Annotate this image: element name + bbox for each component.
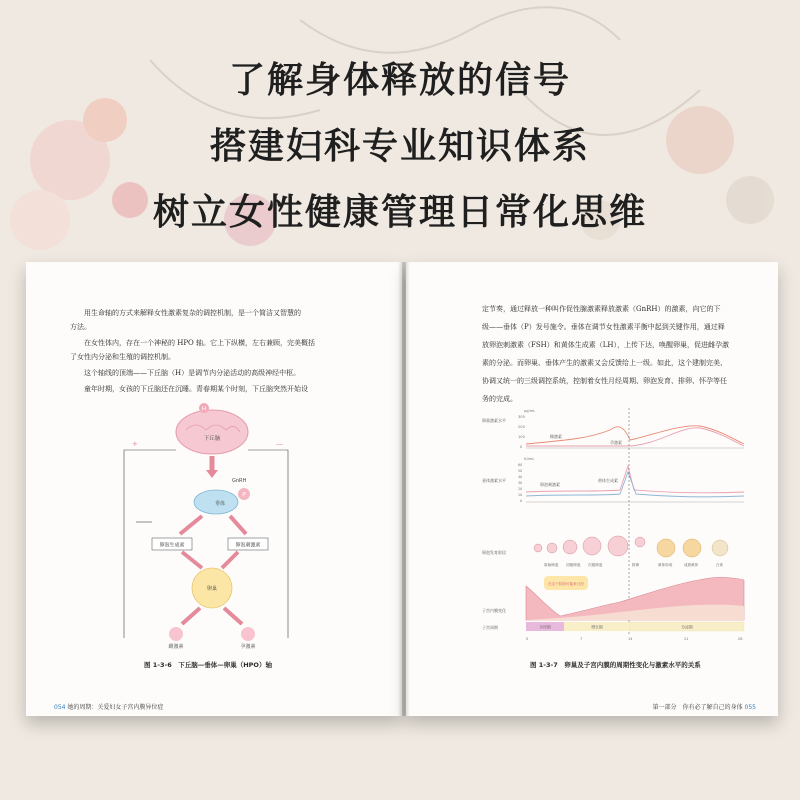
row5-label: 子宫周期 — [482, 625, 498, 630]
corpus-icon — [657, 539, 675, 557]
footer-book-title: 她的周期：关爱妇女子宫内膜异位症 — [67, 704, 164, 711]
svg-text:300: 300 — [518, 415, 525, 419]
svg-text:0: 0 — [526, 637, 529, 641]
page-footer — [54, 702, 163, 711]
svg-text:黄体形成: 黄体形成 — [658, 563, 673, 567]
paragraph-line: 了女性内分泌和生殖的调控机制。 — [70, 353, 175, 361]
ovary-label: 卵巢 — [206, 586, 218, 592]
progesterone-label: 孕激素 — [240, 644, 256, 650]
cycle-figure — [480, 406, 750, 656]
paragraph-line: 务的完成。 — [482, 395, 517, 403]
page-number: 055 — [744, 704, 756, 711]
footer-part-title: 第一部分 你有必了解自己的身体 — [652, 704, 743, 711]
svg-text:排卵: 排卵 — [632, 563, 640, 567]
fsh-label: 卵泡生成素 — [159, 542, 185, 549]
svg-text:原始卵泡: 原始卵泡 — [544, 563, 559, 567]
row4-label: 子宫内膜变化 — [482, 608, 506, 613]
legend-lh: 黄体生成素 — [598, 478, 618, 483]
svg-text:增生期: 增生期 — [591, 624, 603, 630]
svg-text:0: 0 — [520, 499, 523, 503]
hpo-axis-diagram — [116, 402, 296, 652]
paragraph-line: 素的分泌。而卵巢、垂体产生的激素又会反馈给上一级。如此，这个建制完美、 — [482, 359, 727, 367]
svg-text:20: 20 — [518, 487, 523, 491]
svg-text:白体: 白体 — [716, 563, 724, 567]
row3-label: 卵泡发育阶段 — [482, 550, 506, 555]
corpus-icon — [683, 539, 701, 557]
follicle-icon — [583, 537, 601, 555]
row1-label: 卵巢激素水平 — [482, 418, 506, 423]
paragraph-line: 这个轴线的顶端——下丘脑（H）是调节内分泌活动的高级神经中枢。 — [84, 369, 301, 377]
row1-unit: pg/mL — [524, 409, 536, 413]
legend-estrogen: 雌激素 — [550, 434, 562, 439]
svg-text:21: 21 — [684, 637, 689, 641]
paragraph-line: 定节奏，通过释放一种叫作促性腺激素释放激素（GnRH）的激素，向它的下 — [482, 305, 721, 313]
svg-text:40: 40 — [518, 475, 523, 479]
svg-text:10: 10 — [518, 493, 523, 497]
svg-text:100: 100 — [518, 435, 525, 439]
headline-2: 搭建妇科专业知识体系 — [209, 126, 590, 167]
paragraph-line: 用生命轴的方式来解释女性激素复杂的调控机制，是一个简洁又智慧的 — [84, 309, 301, 317]
figure-caption: 图 1-3-6 下丘脑—垂体—卵巢（HPO）轴 — [144, 661, 272, 669]
headline-1: 了解身体释放的信号 — [228, 60, 571, 101]
row2-unit: IU/mL — [524, 457, 535, 461]
paragraph-line: 童年时期，女孩的下丘脑还在沉睡。青春期某个时刻，下丘脑突然开始设 — [84, 385, 308, 393]
follicle-icon — [563, 540, 577, 554]
svg-text:28: 28 — [738, 637, 743, 641]
right-page — [406, 262, 778, 716]
page-footer — [653, 702, 756, 711]
svg-text:7: 7 — [580, 637, 583, 641]
corpus-albicans-icon — [712, 540, 728, 556]
svg-text:成熟黄体: 成熟黄体 — [684, 563, 699, 567]
svg-text:0: 0 — [520, 445, 523, 449]
svg-text:在这个阶段可能来月经: 在这个阶段可能来月经 — [548, 582, 584, 586]
row2-label: 垂体激素水平 — [482, 478, 506, 483]
estrogen-icon — [169, 627, 183, 641]
svg-text:50: 50 — [518, 469, 523, 473]
follicle-icon — [608, 536, 628, 556]
svg-text:P: P — [242, 491, 246, 499]
ovulation-icon — [635, 537, 645, 547]
paragraph-line: 级——垂体（P）发号施令。垂体在调节女性激素平衡中起到关键作用，通过释 — [482, 323, 725, 331]
hypothalamus-icon — [176, 410, 248, 454]
gnrh-label: GnRH — [232, 478, 247, 484]
svg-text:14: 14 — [628, 637, 633, 641]
pituitary-label: 垂体 — [214, 501, 226, 507]
svg-text:200: 200 — [518, 425, 525, 429]
svg-text:60: 60 — [518, 463, 523, 467]
svg-text:月经期: 月经期 — [539, 624, 551, 630]
estrogen-label: 雌激素 — [168, 644, 184, 650]
follicle-icon — [547, 543, 557, 553]
positive-feedback-sign: + — [132, 440, 138, 448]
svg-text:分泌期: 分泌期 — [681, 624, 693, 630]
paragraph-line: 方法。 — [70, 323, 91, 331]
book-gutter — [398, 262, 410, 716]
lh-label: 卵泡刺激素 — [235, 542, 261, 549]
fsh-line — [526, 466, 744, 493]
legend-fsh: 卵泡刺激素 — [540, 482, 560, 487]
svg-text:H: H — [201, 405, 207, 413]
hypothalamus-label: 下丘脑 — [203, 436, 221, 442]
progesterone-icon — [241, 627, 255, 641]
paragraph-line: 协调又统一的三级调控系统，控制着女性月经周期、卵泡发育、排卵、怀孕等任 — [482, 377, 727, 385]
svg-text:初级卵泡: 初级卵泡 — [566, 563, 581, 567]
svg-text:次级卵泡: 次级卵泡 — [588, 563, 603, 567]
negative-feedback-sign: — — [276, 440, 283, 448]
follicle-icon — [534, 544, 542, 552]
svg-text:30: 30 — [518, 481, 523, 485]
page-number: 054 — [54, 704, 66, 711]
legend-progesterone: 孕激素 — [610, 440, 622, 445]
headline-3: 树立女性健康管理日常化思维 — [152, 192, 647, 233]
paragraph-line: 放卵泡刺激素（FSH）和黄体生成素（LH），上传下达，唤醒卵巢，促进雌孕激 — [482, 341, 730, 349]
figure-caption: 图 1-3-7 卵巢及子宫内膜的周期性变化与激素水平的关系 — [530, 661, 701, 669]
left-page — [26, 262, 402, 716]
paragraph-line: 在女性体内，存在一个神秘的 HPO 轴。它上下纵横，左右兼顾，完美概括 — [84, 339, 316, 347]
